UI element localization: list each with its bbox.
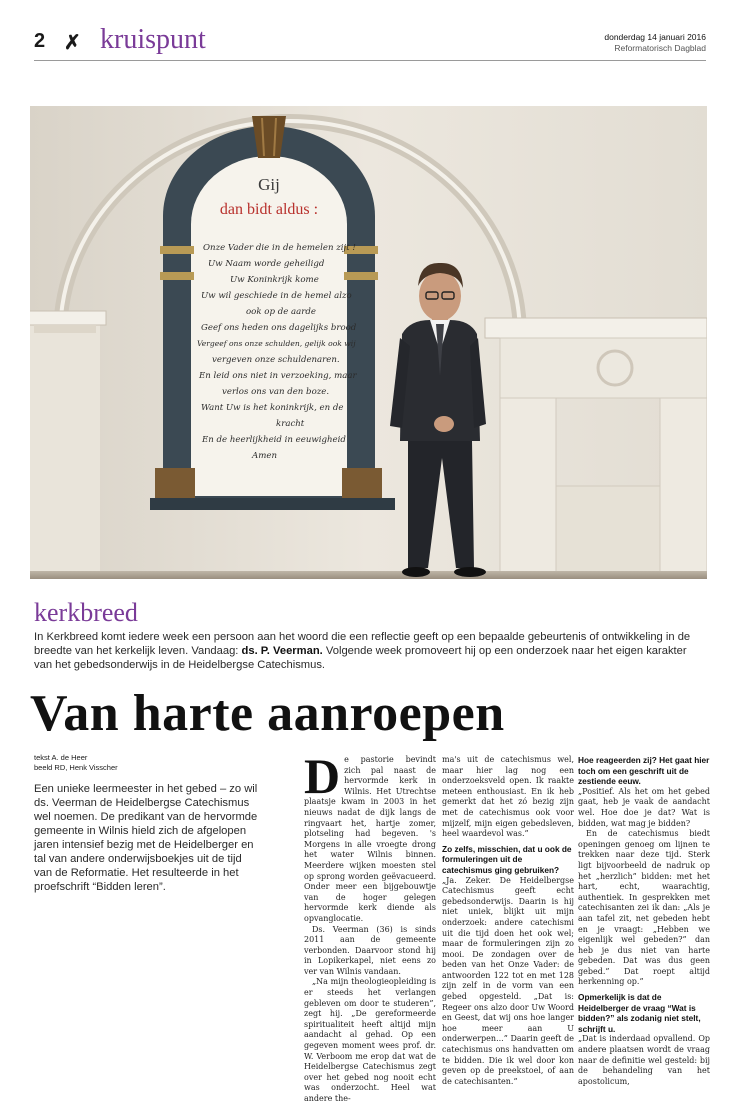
mantel-column-right (660, 398, 707, 579)
credit-text: tekst A. de Heer (34, 753, 88, 762)
board-line: verlos ons van den boze. (222, 387, 330, 397)
gold-band-left-1 (160, 246, 194, 254)
mantel-cornice (485, 318, 707, 338)
article-headline: Van harte aanroepen (30, 685, 505, 742)
body-paragraph: Ds. Veerman (36) is sinds 2011 aan de gemeente verbonden. Daarvoor stond hij in Lopikerkapel, niet eens zo ver van Wilnis vandaan. (304, 924, 436, 976)
article-column-3 (578, 755, 710, 1087)
board-line: En de heerlijkheid in eeuwigheid (202, 435, 346, 445)
drop-cap: D (304, 748, 341, 804)
kerkbreed-intro (34, 630, 706, 672)
body-paragraph: „Dat is inderdaad opvallend. Op andere plaatsen wordt de vraag naar de definitie wel gesteld: bij de behandeling van het apostolicum, (578, 1034, 710, 1086)
board-base-left (155, 468, 195, 500)
cross-logo-icon: ✗ (64, 32, 81, 54)
board-line: kracht (276, 419, 305, 429)
board-line: vergeven onze schuldenaren. (212, 355, 340, 365)
mantel-frieze (500, 338, 707, 398)
lead-photo (30, 106, 707, 579)
mantel-column-left (500, 398, 556, 579)
page-header (34, 26, 706, 61)
board-line: ook op de aarde (246, 307, 316, 317)
left-capital-band (34, 325, 96, 333)
article-lead: Een unieke leermeester in het gebed – zo wil ds. Veerman de Heidelbergse Catechismus wel noemen. De predikant van de hervormde gemeente in Wilnis hield zich de afgelopen jaren intensief bezig met de Heidelberger en tal van andere onderwijsboekjes uit de tijd van de Reformatie. Het resulteerde in het proefschrift “Bidden leren”. (34, 783, 258, 893)
board-line: Onze Vader die in de hemelen zijt ! (203, 243, 356, 253)
gold-band-left-2 (160, 272, 194, 280)
body-paragraph: „Na mijn theologieopleiding is er steeds het verlangen gebleven om door te studeren”, zegt hij. „De gereformeerde spiritualiteit heeft altijd mijn aandacht al gehad. Op een gegeven moment wees prof. dr. W. Verboom me erop dat wat de Heidelbergse Catechismus zegt over het gebed nog nooit echt was onderzocht. Heel wat andere the- (304, 977, 436, 1103)
left-capital (30, 311, 106, 325)
floor (30, 571, 707, 579)
board-line: Geef ons heden ons dagelijks brood (201, 323, 357, 333)
body-paragraph: En de catechismus biedt openingen genoeg om lijnen te trekken naar deze tijd. Sterk ligt bijvoorbeeld de nadruk op het „herzlich” bidden: met het hart, echt, waarachtig, authentiek. In gesprekken met catechisanten zei ik dan: „Als je aan tafel zit, net gebeden hebt en je vraagt: „Hebben we eigenlijk wel gebeden?” dan heb je dus niet van harte gebeden. Dat was dus geen gebed.” Dat roept altijd herkenning op.” (578, 829, 710, 987)
section-title: kruispunt (100, 24, 206, 55)
board-line: Vergeef ons onze schulden, gelijk ook wij (197, 339, 356, 348)
board-base-right (342, 468, 382, 500)
credit-photo: beeld RD, Henk Visscher (34, 763, 118, 772)
page-number: 2 (34, 30, 46, 52)
body-paragraph: „Positief. Als het om het gebed gaat, heb je vaak de aandacht wel. Hoe doe je dat? Wat is bidden, wat mag je bidden? (578, 786, 710, 828)
interview-question: Hoe reageerden zij? Het gaat hier toch om een geschrift uit de zestiende eeuw. (578, 755, 710, 787)
board-line: Uw wil geschiede in de hemel alzo (201, 291, 352, 301)
board-line: Uw Koninkrijk kome (230, 275, 319, 285)
board-title-2: dan bidt aldus : (219, 201, 319, 218)
body-paragraph: „Ja. Zeker. De Heidelbergse Catechismus geeft echt gebedsonderwijs. Daarin is hij niet uniek, blijkt uit mijn onderzoek: andere catechismi uit die tijd doen het ook wel; maar de formuleringen zijn zo mooi. De zondagen over de beden van het Onze Vader: de antwoorden 122 tot en met 128 zijn zelf in de vorm van een gebed opgesteld. „Dat is: Regeer ons alzo door Uw Woord en Geest, dat wij ons hoe langer hoe meer aan U onderwerpen...” Daarin geeft de catechismus ons handvatten om te bidden. Die ik wel door kon geven op de preekstoel, of aan de catechisanten.” (442, 875, 574, 1086)
intro-text-2: Volgende week promoveert hij op een onderzoek naar het eigen karakter van het gebedsonderwijs in de Heidelbergse Catechismus. (34, 645, 687, 671)
interview-question: Zo zelfs, misschien, dat u ook de formuleringen uit de catechismus ging gebruiken? (442, 843, 572, 875)
gold-band-right-2 (344, 272, 378, 280)
photo-illustration (30, 106, 707, 579)
board-line: Uw Naam worde geheiligd (208, 259, 325, 269)
article-credits (34, 753, 118, 773)
board-line: En leid ons niet in verzoeking, maar (199, 371, 357, 381)
interview-question: Opmerkelijk is dat de Heidelberger de vraag “Wat is bidden?” als zodanig niet stelt, schrijft u. (578, 992, 701, 1034)
intro-person: ds. P. Veerman. (241, 645, 323, 657)
issue-date: donderdag 14 januari 2016 (604, 32, 706, 42)
board-line: Want Uw is het koninkrijk, en de (201, 403, 344, 413)
body-paragraph: e pastorie bevindt zich pal naast de hervormde kerk in Wilnis. Het Utrechtse plaatsje kwam in 2003 in het nieuws nadat de dijk langs de ringvaart het, hartje zomer, plotseling had begeven. 's Morgens in alle vroegte drong het water Wilnis binnen. Meerdere wijken moesten stel op sprong worden geëvacueerd. Onder meer een bijgebouwtje van de hoger gelegen hervormde kerk diende als opvanglocatie. (304, 755, 436, 923)
board-sill (150, 498, 395, 510)
body-paragraph: ma's uit de catechismus wel, maar hier lag nog een onderzoeksveld open. Ik raakte meteen enthousiast. En ik heb gemerkt dat het zó bezig zijn met de catechismus ook voor mijzelf, mijn eigen gebedsleven, heel waardevol was.” (442, 755, 574, 839)
kerkbreed-title: kerkbreed (34, 598, 138, 627)
article-column-2 (442, 755, 574, 1087)
board-keystone (252, 116, 286, 158)
board-title-1: Gij (258, 175, 280, 194)
mantel-panel (556, 486, 660, 579)
article-column-1 (304, 748, 436, 1105)
board-line: Amen (252, 451, 277, 461)
left-pilaster (30, 311, 100, 579)
intro-text-1: In Kerkbreed komt iedere week een persoon aan het woord die een reflectie geeft op een bepaalde gebeurtenis of ontwikkeling in de breedte van het kerkelijk leven. Vandaag: (34, 631, 691, 657)
header-date-block (604, 32, 706, 54)
publication-name: Reformatorisch Dagblad (614, 43, 706, 53)
